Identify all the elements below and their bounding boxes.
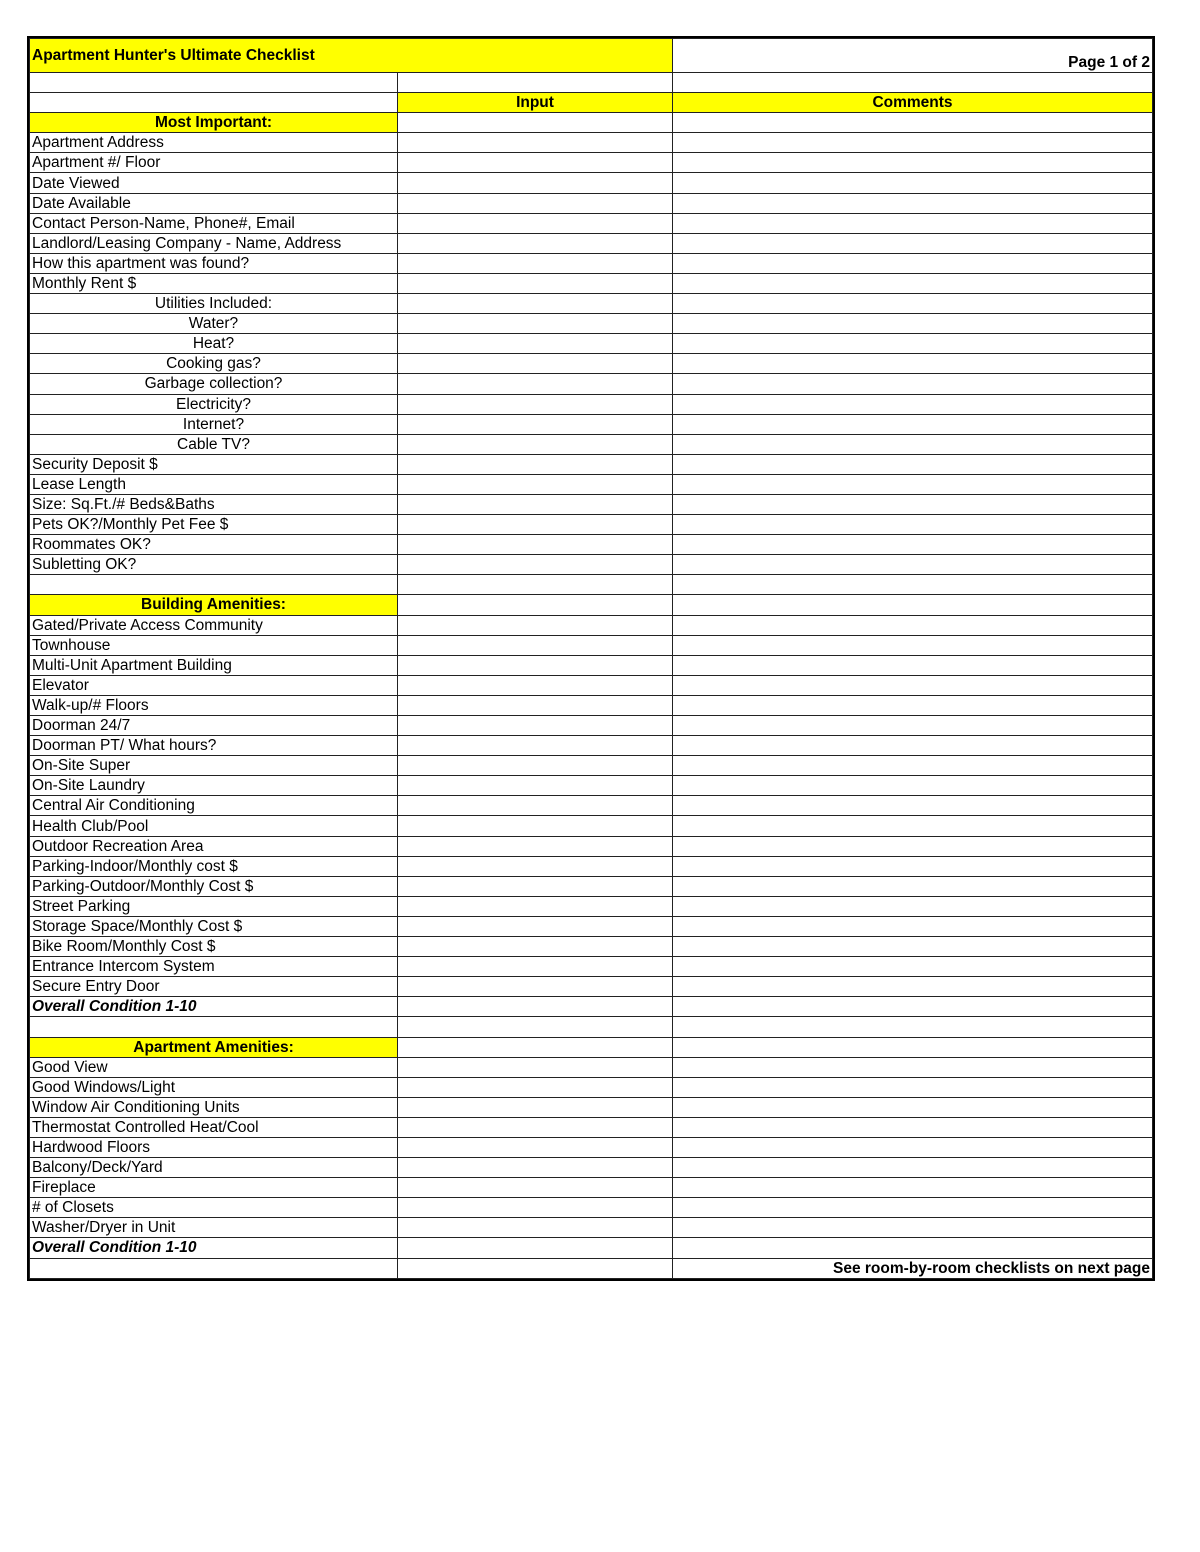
checklist-row xyxy=(30,474,1153,494)
input-cell[interactable] xyxy=(398,997,673,1017)
checklist-row xyxy=(30,1178,1153,1198)
checklist-row xyxy=(30,414,1153,434)
item-label: Security Deposit $ xyxy=(30,454,398,474)
checklist-row xyxy=(30,535,1153,555)
checklist-row xyxy=(30,695,1153,715)
input-cell[interactable] xyxy=(398,213,673,233)
checklist-row xyxy=(30,494,1153,514)
checklist-row xyxy=(30,856,1153,876)
sheet-title: Apartment Hunter's Ultimate Checklist xyxy=(30,39,673,73)
input-cell[interactable] xyxy=(398,1077,673,1097)
checklist-row xyxy=(30,1238,1153,1258)
comment-cell[interactable] xyxy=(673,273,1153,293)
item-label: Date Viewed xyxy=(30,173,398,193)
input-cell[interactable] xyxy=(398,1117,673,1137)
item-label: Washer/Dryer in Unit xyxy=(30,1218,398,1238)
comment-cell[interactable] xyxy=(673,555,1153,575)
input-cell[interactable] xyxy=(398,1218,673,1238)
checklist-row xyxy=(30,615,1153,635)
item-label: Elevator xyxy=(30,675,398,695)
input-cell[interactable] xyxy=(398,695,673,715)
input-cell[interactable] xyxy=(398,1057,673,1077)
spacer-row xyxy=(30,575,1153,595)
comment-cell[interactable] xyxy=(673,414,1153,434)
comment-cell[interactable] xyxy=(673,1178,1153,1198)
checklist-row xyxy=(30,896,1153,916)
column-header-row xyxy=(30,93,1153,113)
section-header-row-most-important xyxy=(30,113,1153,133)
comment-cell[interactable] xyxy=(673,1097,1153,1117)
input-cell[interactable] xyxy=(398,655,673,675)
input-cell[interactable] xyxy=(398,133,673,153)
input-column-header: Input xyxy=(398,93,673,113)
item-label: Walk-up/# Floors xyxy=(30,695,398,715)
input-cell[interactable] xyxy=(398,294,673,314)
item-label: Overall Condition 1-10 xyxy=(30,1238,398,1258)
input-cell[interactable] xyxy=(398,1137,673,1157)
input-cell[interactable] xyxy=(398,434,673,454)
comment-cell[interactable] xyxy=(673,937,1153,957)
input-cell[interactable] xyxy=(398,1238,673,1258)
input-cell[interactable] xyxy=(398,474,673,494)
comment-cell[interactable] xyxy=(673,916,1153,936)
checklist-row xyxy=(30,273,1153,293)
item-label: Health Club/Pool xyxy=(30,816,398,836)
input-cell[interactable] xyxy=(398,615,673,635)
label-cell xyxy=(30,1258,398,1278)
item-label: Apartment Address xyxy=(30,133,398,153)
comment-cell[interactable] xyxy=(673,113,1153,133)
item-label: Date Available xyxy=(30,193,398,213)
item-label: Outdoor Recreation Area xyxy=(30,836,398,856)
checklist-row xyxy=(30,193,1153,213)
input-cell[interactable] xyxy=(398,575,673,595)
comment-cell[interactable] xyxy=(673,314,1153,334)
item-label: Apartment #/ Floor xyxy=(30,153,398,173)
comment-cell[interactable] xyxy=(673,1037,1153,1057)
input-cell[interactable] xyxy=(398,273,673,293)
checklist-row xyxy=(30,675,1153,695)
input-cell[interactable] xyxy=(398,1158,673,1178)
input-cell[interactable] xyxy=(398,535,673,555)
input-cell[interactable] xyxy=(398,1097,673,1117)
item-label: Storage Space/Monthly Cost $ xyxy=(30,916,398,936)
checklist-row xyxy=(30,314,1153,334)
item-label: Size: Sq.Ft./# Beds&Baths xyxy=(30,494,398,514)
input-cell[interactable] xyxy=(398,173,673,193)
comment-cell[interactable] xyxy=(673,796,1153,816)
comment-cell[interactable] xyxy=(673,876,1153,896)
item-label: Secure Entry Door xyxy=(30,977,398,997)
item-label: Electricity? xyxy=(30,394,398,414)
section-header-row-apartment-amenities xyxy=(30,1037,1153,1057)
input-cell[interactable] xyxy=(398,555,673,575)
item-label: Fireplace xyxy=(30,1178,398,1198)
comment-cell[interactable] xyxy=(673,153,1153,173)
comment-cell[interactable] xyxy=(673,294,1153,314)
comment-cell[interactable] xyxy=(673,575,1153,595)
comment-cell[interactable] xyxy=(673,394,1153,414)
input-cell[interactable] xyxy=(398,494,673,514)
input-cell[interactable] xyxy=(398,233,673,253)
comment-cell[interactable] xyxy=(673,354,1153,374)
input-cell[interactable] xyxy=(398,937,673,957)
item-label: Garbage collection? xyxy=(30,374,398,394)
comments-column-header: Comments xyxy=(673,93,1153,113)
item-label: Gated/Private Access Community xyxy=(30,615,398,635)
comment-cell[interactable] xyxy=(673,1077,1153,1097)
comment-cell[interactable] xyxy=(673,334,1153,354)
footer-row xyxy=(30,1258,1153,1278)
checklist-row xyxy=(30,1077,1153,1097)
input-cell[interactable] xyxy=(398,414,673,434)
title-row xyxy=(30,39,1153,73)
checklist-row xyxy=(30,997,1153,1017)
spacer-row xyxy=(30,73,1153,93)
checklist-row xyxy=(30,1057,1153,1077)
comment-cell[interactable] xyxy=(673,1017,1153,1037)
item-label: Balcony/Deck/Yard xyxy=(30,1158,398,1178)
page-number: Page 1 of 2 xyxy=(673,39,1153,73)
item-label: Internet? xyxy=(30,414,398,434)
checklist-row xyxy=(30,937,1153,957)
item-label: Central Air Conditioning xyxy=(30,796,398,816)
item-label: Good View xyxy=(30,1057,398,1077)
comment-cell[interactable] xyxy=(673,1117,1153,1137)
input-cell[interactable] xyxy=(398,334,673,354)
comment-cell[interactable] xyxy=(673,977,1153,997)
input-cell[interactable] xyxy=(398,736,673,756)
comment-cell[interactable] xyxy=(673,776,1153,796)
checklist-row xyxy=(30,133,1153,153)
input-cell[interactable] xyxy=(398,314,673,334)
checklist-sheet xyxy=(27,36,1155,1281)
item-label: Bike Room/Monthly Cost $ xyxy=(30,937,398,957)
comment-cell[interactable] xyxy=(673,856,1153,876)
checklist-row xyxy=(30,213,1153,233)
input-cell[interactable] xyxy=(398,394,673,414)
comment-cell[interactable] xyxy=(673,73,1153,93)
input-cell[interactable] xyxy=(398,896,673,916)
input-cell[interactable] xyxy=(398,193,673,213)
comment-cell[interactable] xyxy=(673,1238,1153,1258)
checklist-row xyxy=(30,635,1153,655)
item-label: Landlord/Leasing Company - Name, Address xyxy=(30,233,398,253)
checklist-table xyxy=(29,38,1153,1279)
comment-cell[interactable] xyxy=(673,695,1153,715)
checklist-row xyxy=(30,233,1153,253)
checklist-row xyxy=(30,253,1153,273)
input-cell[interactable] xyxy=(398,1258,673,1278)
item-label: Cable TV? xyxy=(30,434,398,454)
checklist-row xyxy=(30,454,1153,474)
item-label: Multi-Unit Apartment Building xyxy=(30,655,398,675)
input-cell[interactable] xyxy=(398,515,673,535)
item-label: Doorman PT/ What hours? xyxy=(30,736,398,756)
next-page-note: See room-by-room checklists on next page xyxy=(673,1258,1153,1278)
item-label: Townhouse xyxy=(30,635,398,655)
item-label: Hardwood Floors xyxy=(30,1137,398,1157)
input-cell[interactable] xyxy=(398,977,673,997)
item-label: Heat? xyxy=(30,334,398,354)
input-cell[interactable] xyxy=(398,776,673,796)
input-cell[interactable] xyxy=(398,153,673,173)
comment-cell[interactable] xyxy=(673,675,1153,695)
comment-cell[interactable] xyxy=(673,1218,1153,1238)
checklist-row xyxy=(30,876,1153,896)
checklist-row xyxy=(30,153,1153,173)
item-label: Parking-Outdoor/Monthly Cost $ xyxy=(30,876,398,896)
item-label: Roommates OK? xyxy=(30,535,398,555)
item-label: Thermostat Controlled Heat/Cool xyxy=(30,1117,398,1137)
comment-cell[interactable] xyxy=(673,595,1153,615)
comment-cell[interactable] xyxy=(673,233,1153,253)
checklist-row xyxy=(30,1218,1153,1238)
item-label: Entrance Intercom System xyxy=(30,957,398,977)
item-label: Lease Length xyxy=(30,474,398,494)
section-title: Apartment Amenities: xyxy=(30,1037,398,1057)
comment-cell[interactable] xyxy=(673,957,1153,977)
input-cell[interactable] xyxy=(398,836,673,856)
input-cell[interactable] xyxy=(398,675,673,695)
comment-cell[interactable] xyxy=(673,253,1153,273)
item-label: Subletting OK? xyxy=(30,555,398,575)
comment-cell[interactable] xyxy=(673,1198,1153,1218)
checklist-row xyxy=(30,374,1153,394)
checklist-row xyxy=(30,555,1153,575)
comment-cell[interactable] xyxy=(673,515,1153,535)
checklist-row xyxy=(30,1117,1153,1137)
input-cell[interactable] xyxy=(398,1178,673,1198)
comment-cell[interactable] xyxy=(673,615,1153,635)
input-cell[interactable] xyxy=(398,454,673,474)
input-cell[interactable] xyxy=(398,595,673,615)
item-label xyxy=(30,1017,398,1037)
item-label: # of Closets xyxy=(30,1198,398,1218)
spacer-row xyxy=(30,1017,1153,1037)
checklist-row xyxy=(30,816,1153,836)
comment-cell[interactable] xyxy=(673,133,1153,153)
checklist-row xyxy=(30,796,1153,816)
item-label: Monthly Rent $ xyxy=(30,273,398,293)
item-label: Overall Condition 1-10 xyxy=(30,997,398,1017)
checklist-row xyxy=(30,776,1153,796)
comment-cell[interactable] xyxy=(673,474,1153,494)
input-cell[interactable] xyxy=(398,916,673,936)
comment-cell[interactable] xyxy=(673,1158,1153,1178)
comment-cell[interactable] xyxy=(673,535,1153,555)
input-cell[interactable] xyxy=(398,1037,673,1057)
input-cell[interactable] xyxy=(398,716,673,736)
comment-cell[interactable] xyxy=(673,374,1153,394)
comment-cell[interactable] xyxy=(673,173,1153,193)
input-cell[interactable] xyxy=(398,354,673,374)
comment-cell[interactable] xyxy=(673,434,1153,454)
item-label: Street Parking xyxy=(30,896,398,916)
input-cell[interactable] xyxy=(398,1017,673,1037)
comment-cell[interactable] xyxy=(673,454,1153,474)
item-label: How this apartment was found? xyxy=(30,253,398,273)
checklist-row xyxy=(30,1097,1153,1117)
section-title: Most Important: xyxy=(30,113,398,133)
comment-cell[interactable] xyxy=(673,494,1153,514)
comment-cell[interactable] xyxy=(673,1137,1153,1157)
item-label: Contact Person-Name, Phone#, Email xyxy=(30,213,398,233)
label-cell xyxy=(30,73,398,93)
comment-cell[interactable] xyxy=(673,816,1153,836)
item-label: Utilities Included: xyxy=(30,294,398,314)
checklist-row xyxy=(30,836,1153,856)
item-label: Water? xyxy=(30,314,398,334)
comment-cell[interactable] xyxy=(673,736,1153,756)
checklist-row xyxy=(30,756,1153,776)
comment-cell[interactable] xyxy=(673,756,1153,776)
item-label: Cooking gas? xyxy=(30,354,398,374)
item-label: On-Site Super xyxy=(30,756,398,776)
comment-cell[interactable] xyxy=(673,193,1153,213)
checklist-row xyxy=(30,1158,1153,1178)
input-cell[interactable] xyxy=(398,876,673,896)
item-label xyxy=(30,575,398,595)
input-cell[interactable] xyxy=(398,635,673,655)
checklist-row xyxy=(30,736,1153,756)
input-cell[interactable] xyxy=(398,73,673,93)
checklist-row xyxy=(30,916,1153,936)
input-cell[interactable] xyxy=(398,374,673,394)
checklist-row xyxy=(30,977,1153,997)
checklist-row xyxy=(30,173,1153,193)
checklist-row xyxy=(30,1137,1153,1157)
comment-cell[interactable] xyxy=(673,213,1153,233)
item-label: Good Windows/Light xyxy=(30,1077,398,1097)
checklist-row xyxy=(30,354,1153,374)
input-cell[interactable] xyxy=(398,756,673,776)
section-header-row-building-amenities xyxy=(30,595,1153,615)
section-title: Building Amenities: xyxy=(30,595,398,615)
checklist-row xyxy=(30,957,1153,977)
checklist-row xyxy=(30,294,1153,314)
item-label: Window Air Conditioning Units xyxy=(30,1097,398,1117)
comment-cell[interactable] xyxy=(673,997,1153,1017)
checklist-row xyxy=(30,716,1153,736)
input-cell[interactable] xyxy=(398,856,673,876)
comment-cell[interactable] xyxy=(673,716,1153,736)
checklist-row xyxy=(30,515,1153,535)
input-cell[interactable] xyxy=(398,253,673,273)
input-cell[interactable] xyxy=(398,957,673,977)
item-label: Doorman 24/7 xyxy=(30,716,398,736)
item-label: Pets OK?/Monthly Pet Fee $ xyxy=(30,515,398,535)
comment-cell[interactable] xyxy=(673,635,1153,655)
item-label: Parking-Indoor/Monthly cost $ xyxy=(30,856,398,876)
checklist-row xyxy=(30,1198,1153,1218)
comment-cell[interactable] xyxy=(673,836,1153,856)
input-cell[interactable] xyxy=(398,1198,673,1218)
comment-cell[interactable] xyxy=(673,1057,1153,1077)
input-cell[interactable] xyxy=(398,816,673,836)
label-cell xyxy=(30,93,398,113)
comment-cell[interactable] xyxy=(673,655,1153,675)
checklist-row xyxy=(30,434,1153,454)
comment-cell[interactable] xyxy=(673,896,1153,916)
input-cell[interactable] xyxy=(398,796,673,816)
item-label: On-Site Laundry xyxy=(30,776,398,796)
checklist-row xyxy=(30,334,1153,354)
checklist-row xyxy=(30,394,1153,414)
checklist-row xyxy=(30,655,1153,675)
input-cell[interactable] xyxy=(398,113,673,133)
